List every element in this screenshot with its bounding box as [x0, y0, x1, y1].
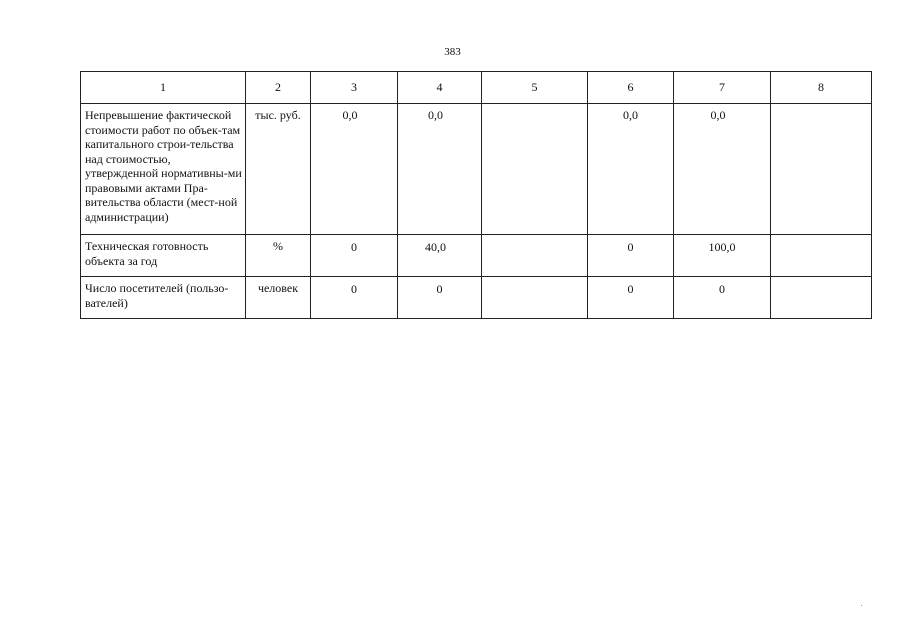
table-row	[81, 235, 872, 277]
table-header-row	[81, 72, 872, 104]
column-header-7: 7	[674, 72, 771, 104]
value-cell-col5	[482, 277, 588, 319]
table-row	[81, 104, 872, 235]
value-cell-col3: 0,0	[311, 104, 398, 235]
value-cell-col3: 0	[311, 277, 398, 319]
indicator-name: Техническая готовность объекта за год	[81, 235, 246, 277]
table-row	[81, 277, 872, 319]
indicator-name: Число посетителей (пользо-вателей)	[81, 277, 246, 319]
value-cell-col8	[771, 235, 872, 277]
column-header-6: 6	[588, 72, 674, 104]
column-header-4: 4	[398, 72, 482, 104]
value-cell-col7: 0	[674, 277, 771, 319]
unit-cell: человек	[246, 277, 311, 319]
value-cell-col6: 0	[588, 235, 674, 277]
value-cell-col4: 0,0	[398, 104, 482, 235]
value-cell-col4: 40,0	[398, 235, 482, 277]
column-header-2: 2	[246, 72, 311, 104]
value-cell-col5	[482, 235, 588, 277]
value-cell-col8	[771, 104, 872, 235]
value-cell-col3: 0	[311, 235, 398, 277]
indicators-table	[80, 71, 872, 319]
value-cell-col7: 0,0	[674, 104, 771, 235]
value-cell-col6: 0	[588, 277, 674, 319]
value-cell-col7: 100,0	[674, 235, 771, 277]
value-cell-col8	[771, 277, 872, 319]
value-cell-col5	[482, 104, 588, 235]
unit-cell: тыс. руб.	[246, 104, 311, 235]
column-header-8: 8	[771, 72, 872, 104]
column-header-5: 5	[482, 72, 588, 104]
indicator-name: Непревышение фактической стоимости работ по объек-там капитального строи-тельства над стоимостью, утвержденной нормативны-ми правовыми актами Пра-вительства области (мест-ной администрации)	[81, 104, 246, 235]
unit-cell: %	[246, 235, 311, 277]
value-cell-col6: 0,0	[588, 104, 674, 235]
column-header-1: 1	[81, 72, 246, 104]
value-cell-col4: 0	[398, 277, 482, 319]
column-header-3: 3	[311, 72, 398, 104]
scan-speck	[861, 605, 862, 606]
page-number: 383	[444, 46, 461, 58]
